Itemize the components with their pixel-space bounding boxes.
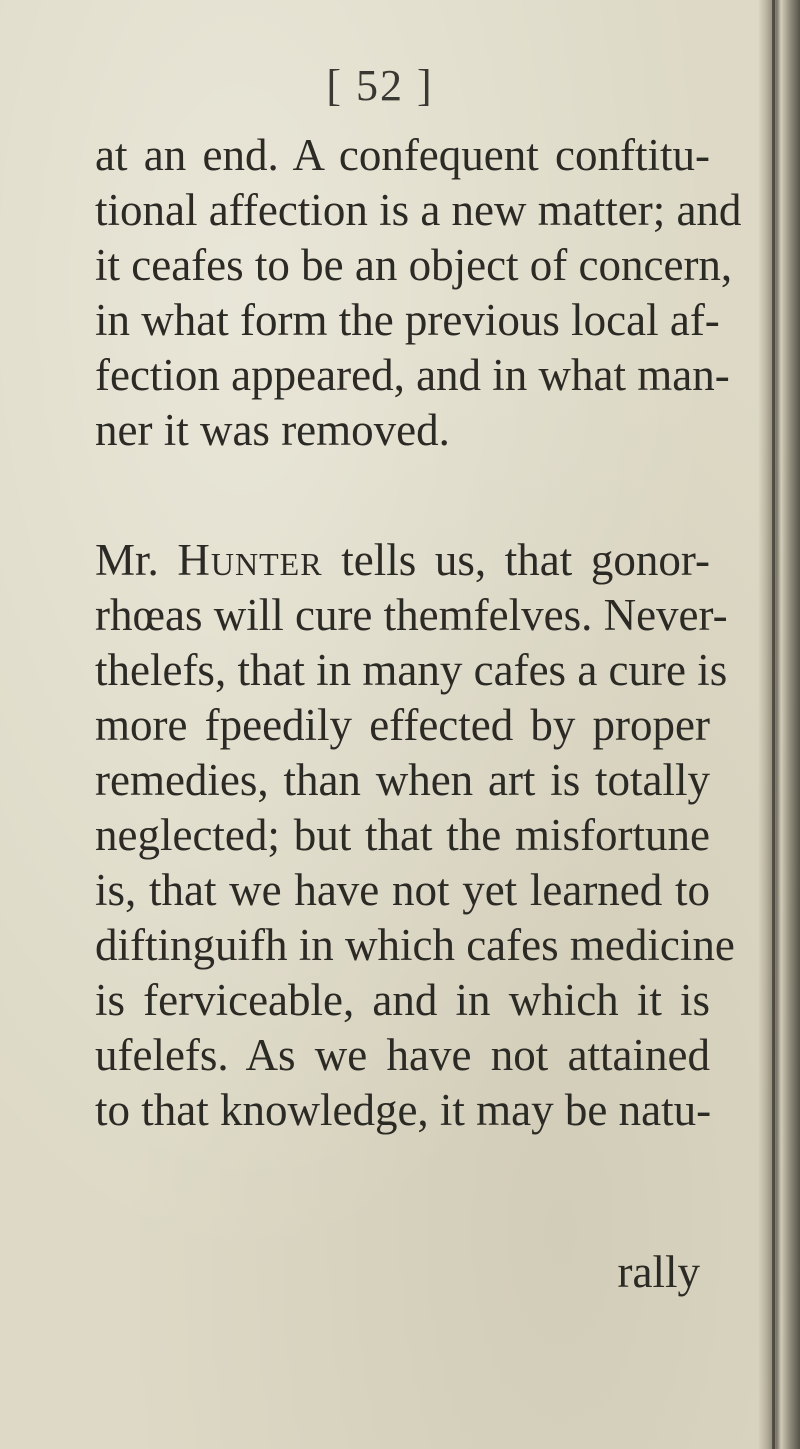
author-name: Hunter bbox=[177, 535, 323, 585]
catchword: rally bbox=[617, 1247, 700, 1297]
line-rest: tells us, that gonor- bbox=[322, 535, 710, 585]
page-binding-edge bbox=[758, 0, 800, 1449]
page-number: [ 52 ] bbox=[326, 61, 434, 110]
text-line: ufelefs. As we have not attained bbox=[95, 1030, 710, 1080]
text-line: ner it was removed. bbox=[95, 405, 450, 455]
text-line: to that knowledge, it may be natu- bbox=[95, 1085, 712, 1135]
paragraph-1 bbox=[95, 128, 742, 458]
text-line: is ferviceable, and in which it is bbox=[95, 975, 710, 1025]
text-line: diftinguifh in which cafes medicine bbox=[95, 920, 735, 970]
paragraph-gap bbox=[95, 458, 710, 533]
text-line: tional affection is a new matter; and bbox=[95, 185, 742, 235]
text-line: more fpeedily effected by proper bbox=[95, 700, 710, 750]
text-line: in what form the previous local af- bbox=[95, 295, 720, 345]
text-line bbox=[95, 533, 710, 588]
text-line: fection appeared, and in what man- bbox=[95, 350, 730, 400]
text-line: at an end. A confequent conftitu- bbox=[95, 130, 710, 180]
text-line: neglected; but that the misfortune bbox=[95, 810, 710, 860]
body-text bbox=[95, 128, 742, 1138]
text-line: rhœas will cure themfelves. Never- bbox=[95, 590, 728, 640]
text-line: thelefs, that in many cafes a cure is bbox=[95, 645, 728, 695]
text-line: is, that we have not yet learned to bbox=[95, 865, 710, 915]
paragraph-2 bbox=[95, 533, 735, 1138]
text-line: it ceafes to be an object of concern, bbox=[95, 240, 733, 290]
text-line: remedies, than when art is totally bbox=[95, 755, 710, 805]
honorific: Mr. bbox=[95, 535, 178, 585]
